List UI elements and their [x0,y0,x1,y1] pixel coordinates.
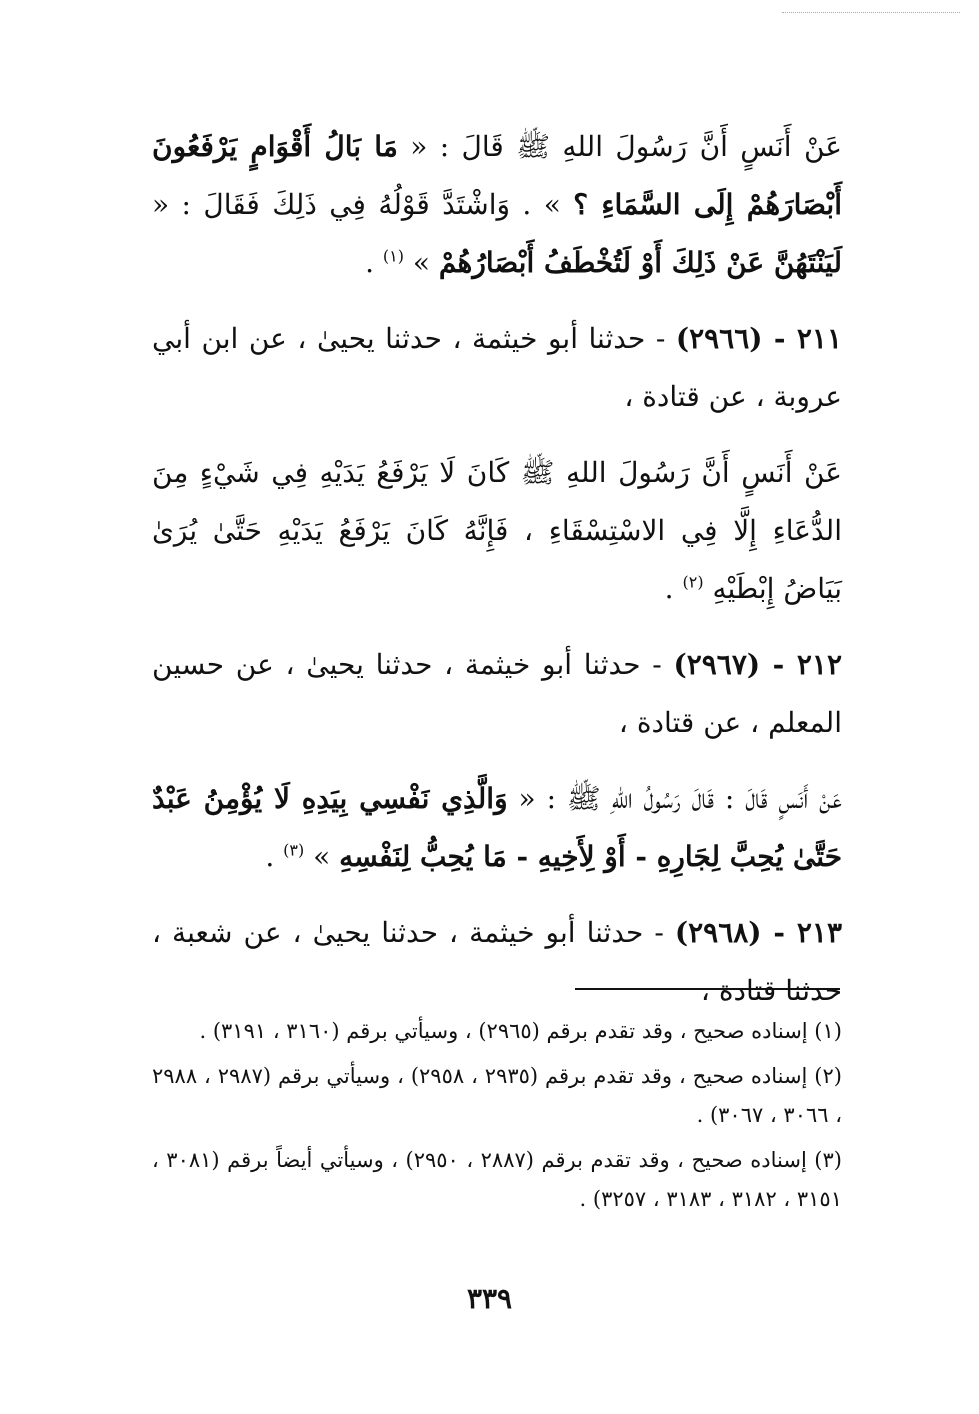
footnote-ref: (١) [382,246,404,266]
prophetic-quote: مَا بَالُ أَقْوَامٍ يَرْفَعُونَ أَبْصَارَهُمْ إِلَى السَّمَاءِ ؟ [152,130,843,221]
prophetic-quote: لَيَنْتَهُنَّ عَنْ ذَلِكَ أَوْ لَتُخْطَفُ أَبْصَارُهُمْ [438,246,842,279]
hadith-211-isnad [152,310,842,426]
page-body [152,118,842,1038]
hadith-212-matn [152,770,842,886]
sentence-end: . [365,246,383,279]
isnad-text: - حدثنا أبو خيثمة ، حدثنا يحيىٰ ، عن شعبة ، حدثنا قتادة ، [152,916,842,1007]
sentence-end: . [265,840,284,873]
top-edge-mark [782,12,960,13]
matn-intro: عَنْ أَنَسٍ قَالَ : قَالَ رَسُولُ اللهِ ﷺ : « [507,782,842,815]
quote-close: » [403,246,439,279]
hadith-number: ٢١٣ - (٢٩٦٨) [674,916,842,949]
isnad-text: - حدثنا أبو خيثمة ، حدثنا يحيىٰ ، عن ابن أبي عروبة ، عن قتادة ، [152,322,842,413]
matn-text: عَنْ أَنَسٍ أَنَّ رَسُولَ اللهِ ﷺ كَانَ لَا يَرْفَعُ يَدَيْهِ فِي شَيْءٍ مِنَ الدُّعَاءِ إِلَّا فِي الاسْتِسْقَاءِ ، فَإِنَّهُ كَانَ يَرْفَعُ يَدَيْهِ حَتَّىٰ يُرَىٰ بَيَاضُ إِبْطَيْهِ [152,456,842,605]
prophetic-quote: وَالَّذِي نَفْسِي بِيَدِهِ لَا يُؤْمِنُ عَبْدٌ حَتَّىٰ يُحِبَّ لِجَارِهِ - أَوْ لِأَخِيهِ - مَا يُحِبُّ لِنَفْسِهِ [152,782,842,873]
footnotes [152,1012,842,1225]
quote-close: » [304,840,340,873]
hadith-number: ٢١١ - (٢٩٦٦) [675,322,842,355]
footnote-ref: (٢) [682,572,704,592]
isnad-text: - حدثنا أبو خيثمة ، حدثنا يحيىٰ ، عن حسين المعلم ، عن قتادة ، [152,648,842,739]
hadith-210-matn [152,118,842,292]
hadith-213-isnad [152,904,842,1020]
sentence-end: . [664,572,683,605]
footnote-1: (١) إسناده صحيح ، وقد تقدم برقم (٢٩٦٥) ، وسيأتي برقم (٣١٦٠ ، ٣١٩١) . [199,1019,842,1043]
hadith-211-matn [152,444,842,618]
page-number: ٣٣٩ [466,1282,513,1315]
footnote-2: (٢) إسناده صحيح ، وقد تقدم برقم (٢٩٣٥ ، ٢٩٥٨) ، وسيأتي برقم (٢٩٨٧ ، ٢٩٨٨ ، ٣٠٦٦ ، ٣٠٦٧) . [152,1064,842,1127]
hadith-number: ٢١٢ - (٢٩٦٧) [673,648,842,681]
footnote-separator [575,988,840,990]
footnote-3: (٣) إسناده صحيح ، وقد تقدم برقم (٢٨٨٧ ، ٢٩٥٠) ، وسيأتي أيضاً برقم (٣٠٨١ ، ٣١٥١ ، ٣١٨٢ ، ٣١٨٣ ، ٣٢٥٧) . [152,1148,842,1211]
matn-intro: عَنْ أَنَسٍ أَنَّ رَسُولَ اللهِ ﷺ قَالَ : « [397,130,842,163]
footnote-ref: (٣) [283,840,305,860]
matn-middle: » . وَاشْتَدَّ قَوْلُهُ فِي ذَلِكَ فَقَالَ : « [152,188,574,221]
hadith-212-isnad [152,636,842,752]
